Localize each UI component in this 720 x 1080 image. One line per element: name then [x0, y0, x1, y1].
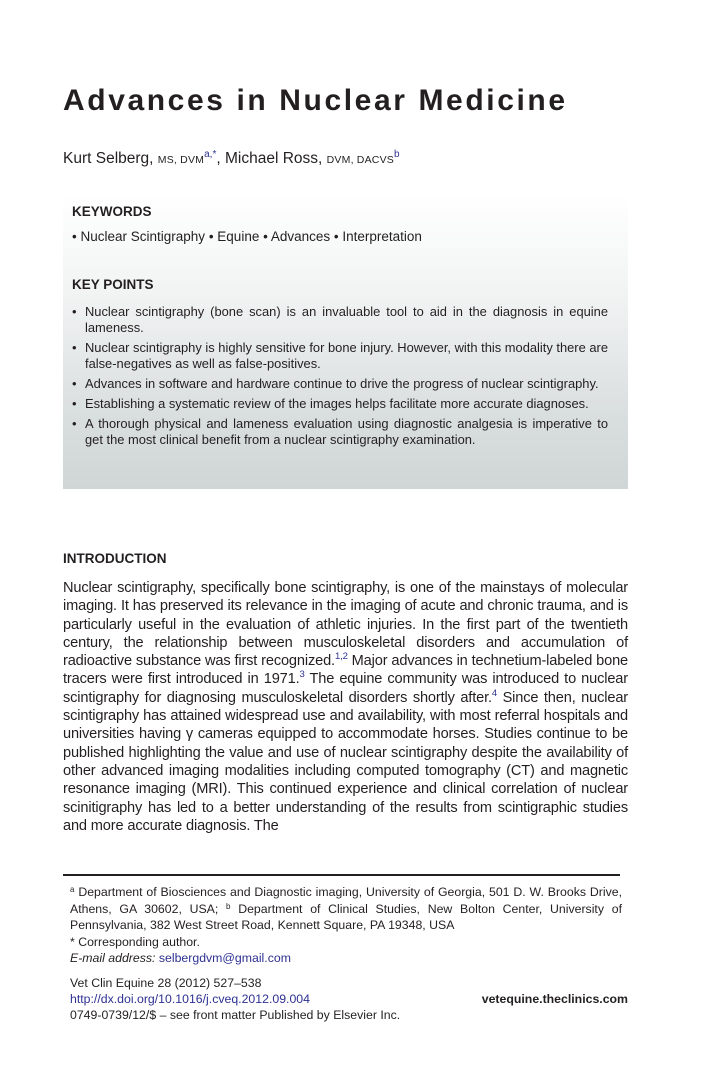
author-separator: ,	[216, 150, 221, 167]
corresponding-author-note: * Corresponding author.	[70, 934, 200, 949]
affiliation-b-mark: b	[226, 901, 231, 911]
key-point-item: • Establishing a systematic review of the images helps facilitate more accurate diagnoses.	[72, 396, 608, 412]
corresponding-author-mark[interactable]: *	[212, 149, 217, 160]
front-matter-line: 0749-0739/12/$ – see front matter Published by Elsevier Inc.	[70, 1008, 401, 1022]
citation-ref-1-2[interactable]: 1,2	[334, 651, 348, 663]
key-point-item: • Advances in software and hardware continue to drive the progress of nuclear scintigraphy.	[72, 376, 608, 392]
doi-link[interactable]: http://dx.doi.org/10.1016/j.cveq.2012.09.004	[70, 992, 310, 1006]
email-line	[70, 950, 622, 967]
introduction-heading: INTRODUCTION	[63, 551, 167, 566]
author-1-credentials: MS, DVM	[157, 154, 205, 166]
key-point-item: • A thorough physical and lameness evaluation using diagnostic analgesia is imperative to get the most clinical benefit from a nuclear scintigraphy examination.	[72, 416, 608, 448]
author-2-credentials: DVM, DACVS	[326, 154, 394, 166]
keyword: Advances	[270, 229, 331, 244]
affiliation-a: Department of Biosciences and Diagnostic imaging, University of Georgia, 501 D. W. Brooks Drive, Athens, GA 30602, USA;	[70, 885, 622, 916]
keywords-keypoints-box	[63, 194, 628, 489]
key-point-item: • Nuclear scintigraphy (bone scan) is an invaluable tool to aid in the diagnosis in equine lameness.	[72, 304, 608, 336]
journal-info	[70, 975, 630, 1023]
footnote-divider	[63, 874, 620, 876]
keyword: Nuclear Scintigraphy	[80, 229, 206, 244]
keywords-list: • Nuclear Scintigraphy • Equine • Advances • Interpretation	[72, 229, 422, 244]
author-1-affiliation-ref[interactable]: a,	[204, 149, 213, 160]
key-points-list	[72, 304, 608, 452]
footnotes	[70, 884, 622, 967]
introduction-paragraph: Nuclear scintigraphy, specifically bone scintigraphy, is one of the mainstays of molecular imaging. It has preserved its relevance in the imaging of acute and chronic trauma, and is particularly useful in the evaluation of athletic injuries. In the first part of the twentieth century, the relationship between musculoskeletal disorders and accumulation of radioactive substance was first recognized.$^{1,2}$ Major advances in technetium-labeled bone tracers were first introduced in 1971.$^3$ The equine community was introduced to nuclear scintigraphy for diagnosing musculoskeletal disorders shortly after.$^4$ Since then, nuclear scintigraphy has attained widespread use and availability, with most referral hospitals and universities having γ cameras equipped to accommodate horses. Studies continue to be published highlighting the value and use of nuclear scintigraphy despite the availability of other advanced imaging modalities including computed tomography (CT) and magnetic resonance imaging (MRI). This continued experience and clinical correlation of nuclear scinitigraphy has led to a better understanding of the results from scintigraphic studies and more accurate diagnosis. The	[63, 580, 629, 834]
journal-website[interactable]: vetequine.theclinics.com	[481, 992, 628, 1006]
key-point-item: • Nuclear scintigraphy is highly sensitive for bone injury. However, with this modality there are false-negatives as well as false-positives.	[72, 340, 608, 372]
affiliation-a-mark: a	[70, 885, 75, 894]
author-1-name: Kurt Selberg,	[63, 150, 154, 167]
keywords-heading: KEYWORDS	[72, 204, 152, 219]
article-title: Advances in Nuclear Medicine	[63, 84, 568, 117]
author-line	[63, 150, 400, 168]
keyword: Interpretation	[342, 229, 422, 244]
key-points-heading: KEY POINTS	[72, 277, 154, 292]
author-2-name: Michael Ross,	[224, 150, 323, 167]
affiliation-b: Department of Clinical Studies, New Bolton Center, University of Pennsylvania, 382 West Street Road, Kennett Square, PA 19348, USA	[70, 901, 622, 932]
citation-ref-4[interactable]: 4	[491, 687, 498, 699]
keyword: Equine	[217, 229, 260, 244]
citation-ref-3[interactable]: 3	[299, 669, 305, 681]
affiliations	[70, 884, 622, 934]
email-label: E-mail address:	[70, 951, 156, 965]
author-2-affiliation-ref[interactable]: b	[393, 149, 400, 160]
doi-row	[70, 991, 630, 1007]
citation-line: Vet Clin Equine 28 (2012) 527–538	[70, 976, 262, 990]
email-link[interactable]: selbergdvm@gmail.com	[158, 951, 291, 965]
